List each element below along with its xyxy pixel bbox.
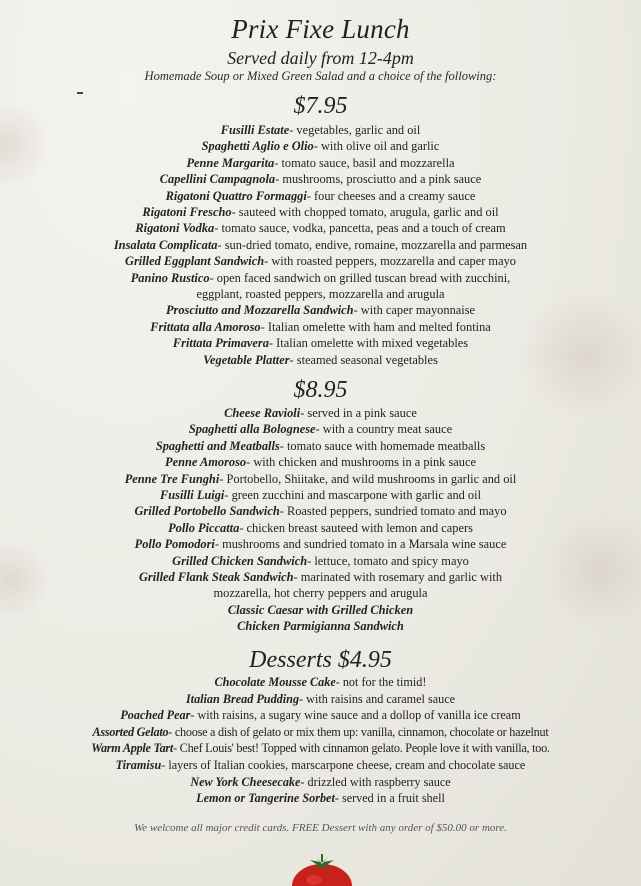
item-name: Fusilli Luigi [159, 488, 225, 503]
item-name: Poached Pear [120, 708, 191, 723]
menu-item [0, 171, 641, 187]
item-name: Grilled Portobello Sandwich [134, 504, 280, 519]
item-name: Spaghetti Aglio e Olio [201, 139, 314, 154]
dessert-item [0, 691, 641, 708]
item-description: - chicken breast sauteed with lemon and capers [239, 520, 473, 535]
item-name: Penne Tre Funghi [124, 471, 220, 486]
item-description: - tomato sauce with homemade meatballs [279, 438, 486, 453]
menu-item [0, 220, 641, 236]
item-name: Capellini Campagnola [159, 172, 276, 187]
item-name: Warm Apple Tart [91, 741, 174, 756]
menu-item [0, 319, 641, 335]
menu-item [0, 237, 641, 253]
menu-item [0, 270, 641, 303]
item-description-continued: eggplant, roasted peppers, mozzarella and arugula [196, 287, 445, 302]
item-description: - drizzled with raspberry sauce [300, 774, 451, 789]
item-name: New York Cheesecake [190, 774, 301, 789]
menu-intro: Homemade Soup or Mixed Green Salad and a choice of the following: [144, 69, 497, 83]
item-name: Chocolate Mousse Cake [214, 675, 336, 689]
page-subtitle: Served daily from 12-4pm [227, 48, 414, 68]
menu-item [0, 520, 641, 536]
item-description: - marinated with rosemary and garlic with [293, 570, 503, 585]
dessert-item [0, 774, 641, 791]
menu-item [0, 487, 641, 503]
item-name: Grilled Chicken Sandwich [172, 553, 308, 568]
item-name: Prosciutto and Mozzarella Sandwich [165, 303, 354, 318]
menu-item [0, 405, 641, 421]
item-description: - not for the timid! [335, 675, 427, 689]
item-name: Vegetable Platter [203, 352, 290, 367]
menu-list-2 [0, 405, 641, 635]
item-description: - Portobello, Shiitake, and wild mushrooms in garlic and oil [219, 471, 517, 486]
item-description: - served in a pink sauce [300, 406, 417, 420]
item-description: - sun-dried tomato, endive, romaine, mozzarella and parmesan [217, 237, 528, 252]
page-title: Prix Fixe Lunch [231, 14, 410, 44]
section-price-1: $7.95 [293, 93, 348, 119]
dessert-item [0, 757, 641, 774]
item-description: - steamed seasonal vegetables [289, 352, 438, 367]
item-name: Penne Margarita [186, 155, 275, 170]
menu-item [0, 155, 641, 171]
item-name: Pollo Piccatta [168, 520, 240, 535]
item-description: - lettuce, tomato and spicy mayo [307, 553, 469, 568]
menu-item [0, 204, 641, 220]
item-description-continued: mozzarella, hot cherry peppers and arugula [213, 586, 428, 601]
item-name: Tiramisu [115, 757, 162, 772]
menu-item [0, 122, 641, 138]
menu-item [0, 302, 641, 318]
item-description: - tomato sauce, basil and mozzarella [274, 155, 455, 170]
item-description: - tomato sauce, vodka, pancetta, peas and a touch of cream [214, 221, 506, 236]
menu-item [0, 438, 641, 454]
dessert-list [0, 674, 641, 807]
section-price-2: $8.95 [293, 377, 348, 403]
item-description: - with a country meat sauce [315, 422, 453, 437]
item-description: - Chef Louis' best! Topped with cinnamon gelato. People love it with vanilla, too. [173, 741, 550, 756]
item-description: - mushrooms, prosciutto and a pink sauce [275, 172, 482, 187]
item-description: - with raisins, a sugary wine sauce and a dollop of vanilla ice cream [190, 708, 521, 723]
item-name: Assorted Gelato [92, 724, 169, 739]
item-description: - with roasted peppers, mozzarella and caper mayo [264, 254, 516, 269]
item-name: Penne Amoroso [165, 455, 247, 470]
item-description: - four cheeses and a creamy sauce [306, 188, 476, 203]
item-name: Rigatoni Frescho [142, 205, 232, 220]
item-name: Grilled Eggplant Sandwich [125, 254, 265, 269]
menu-item [0, 188, 641, 204]
item-name: Grilled Flank Steak Sandwich [138, 570, 294, 585]
menu-item [0, 352, 641, 368]
menu-item [0, 421, 641, 437]
item-name: Rigatoni Quattro Formaggi [165, 188, 307, 203]
item-name: Italian Bread Pudding [185, 691, 300, 706]
dessert-item [0, 707, 641, 724]
item-name: Spaghetti and Meatballs [155, 438, 280, 453]
item-description: - Italian omelette with ham and melted fontina [260, 319, 491, 334]
item-description: - Roasted peppers, sundried tomato and mayo [279, 504, 507, 519]
item-name: Pollo Pomodori [134, 537, 215, 552]
menu-item [0, 618, 641, 634]
dessert-item [0, 790, 641, 807]
item-description: - with chicken and mushrooms in a pink sauce [246, 455, 476, 470]
item-name: Frittata Primavera [172, 336, 269, 351]
item-name: Panino Rustico [130, 270, 210, 285]
menu-item [0, 536, 641, 552]
item-name: Insalata Complicata [113, 237, 218, 252]
menu-item [0, 471, 641, 487]
menu-item [0, 602, 641, 618]
menu-item [0, 454, 641, 470]
item-description: - choose a dish of gelato or mix them up: vanilla, cinnamon, chocolate or hazelnut [168, 724, 549, 739]
item-name: Chicken Parmigianna Sandwich [237, 619, 404, 634]
dessert-item [0, 740, 641, 757]
item-description: - vegetables, garlic and oil [289, 123, 421, 137]
item-name: Cheese Ravioli [224, 406, 301, 420]
dessert-item [0, 674, 641, 691]
menu-item [0, 553, 641, 569]
item-description: - mushrooms and sundried tomato in a Marsala wine sauce [214, 537, 507, 552]
menu-list-1 [0, 122, 641, 368]
item-name: Frittata alla Amoroso [150, 319, 261, 334]
item-name: Classic Caesar with Grilled Chicken [227, 602, 414, 617]
tomato-icon [290, 852, 354, 886]
item-description: - layers of Italian cookies, marscarpone cheese, cream and chocolate sauce [161, 757, 526, 772]
item-description: - sauteed with chopped tomato, arugula, garlic and oil [231, 205, 499, 220]
item-description: - with olive oil and garlic [313, 139, 440, 154]
menu-item [0, 138, 641, 154]
desserts-heading: Desserts $4.95 [249, 647, 392, 673]
menu-item [0, 503, 641, 519]
item-name: Rigatoni Vodka [135, 221, 215, 236]
item-name: Lemon or Tangerine Sorbet [196, 791, 335, 806]
item-description: - served in a fruit shell [334, 791, 445, 806]
menu-item [0, 335, 641, 351]
item-name: Fusilli Estate [220, 123, 290, 137]
item-description: - with caper mayonnaise [353, 303, 476, 318]
footer-note: We welcome all major credit cards. FREE Dessert with any order of $50.00 or more. [134, 822, 507, 834]
item-description: - green zucchini and mascarpone with garlic and oil [224, 488, 482, 503]
item-description: - open faced sandwich on grilled tuscan bread with zucchini, [209, 270, 511, 285]
dessert-item [0, 724, 641, 741]
item-description: - with raisins and caramel sauce [299, 691, 456, 706]
item-name: Spaghetti alla Bolognese [188, 422, 316, 437]
menu-item [0, 253, 641, 269]
item-description: - Italian omelette with mixed vegetables [268, 336, 469, 351]
menu-item [0, 569, 641, 602]
